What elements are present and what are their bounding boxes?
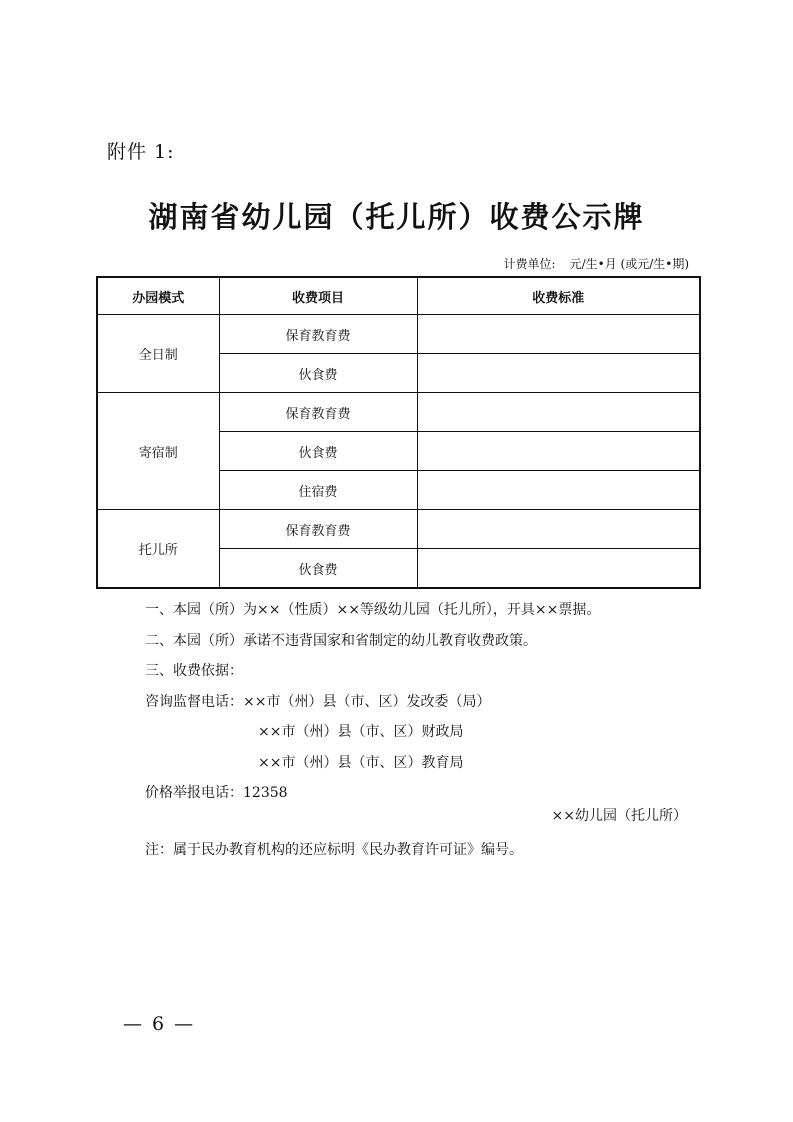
header-standard: 收费标准 <box>417 277 700 315</box>
item-cell: 伙食费 <box>219 549 417 589</box>
billing-unit-label: 计费单位: <box>503 257 556 271</box>
signature: ××幼儿园（托儿所） <box>551 808 687 824</box>
header-item: 收费项目 <box>219 277 417 315</box>
item-cell: 保育教育费 <box>219 315 417 354</box>
item-cell: 保育教育费 <box>219 510 417 549</box>
table-row <box>97 510 700 549</box>
mode-cell: 托儿所 <box>97 510 219 589</box>
remark: 注：属于民办教育机构的还应标明《民办教育许可证》编号。 <box>145 842 523 858</box>
item-cell: 保育教育费 <box>219 393 417 432</box>
notes-section <box>145 595 600 809</box>
table-row <box>97 393 700 432</box>
attachment-label: 附件 1: <box>107 141 175 163</box>
table-row <box>97 315 700 354</box>
standard-cell <box>417 471 700 510</box>
page-number: — 6 — <box>123 1013 196 1035</box>
table-header-row <box>97 277 700 315</box>
item-cell: 住宿费 <box>219 471 417 510</box>
standard-cell <box>417 354 700 393</box>
standard-cell <box>417 432 700 471</box>
note-line: ××市（州）县（市、区）教育局 <box>258 754 464 771</box>
note-line: 价格举报电话：12358 <box>145 785 288 801</box>
mode-cell: 全日制 <box>97 315 219 393</box>
note-line: 咨询监督电话：××市（州）县（市、区）发改委（局） <box>145 693 491 710</box>
note-line: 二、本园（所）承诺不违背国家和省制定的幼儿教育收费政策。 <box>145 632 537 649</box>
billing-unit-value: 元/生•月 (或元/生•期) <box>569 257 689 271</box>
note-line: 三、收费依据： <box>145 663 243 679</box>
note-line: 一、本园（所）为××（性质）××等级幼儿园（托儿所），开具××票据。 <box>145 602 601 618</box>
standard-cell <box>417 393 700 432</box>
note-line: ××市（州）县（市、区）财政局 <box>258 724 464 740</box>
standard-cell <box>417 510 700 549</box>
billing-unit <box>504 255 689 272</box>
standard-cell <box>417 549 700 589</box>
fee-table <box>96 276 701 589</box>
item-cell: 伙食费 <box>219 432 417 471</box>
standard-cell <box>417 315 700 354</box>
item-cell: 伙食费 <box>219 354 417 393</box>
mode-cell: 寄宿制 <box>97 393 219 510</box>
header-mode: 办园模式 <box>97 277 219 315</box>
page-title: 湖南省幼儿园（托儿所）收费公示牌 <box>148 200 645 234</box>
